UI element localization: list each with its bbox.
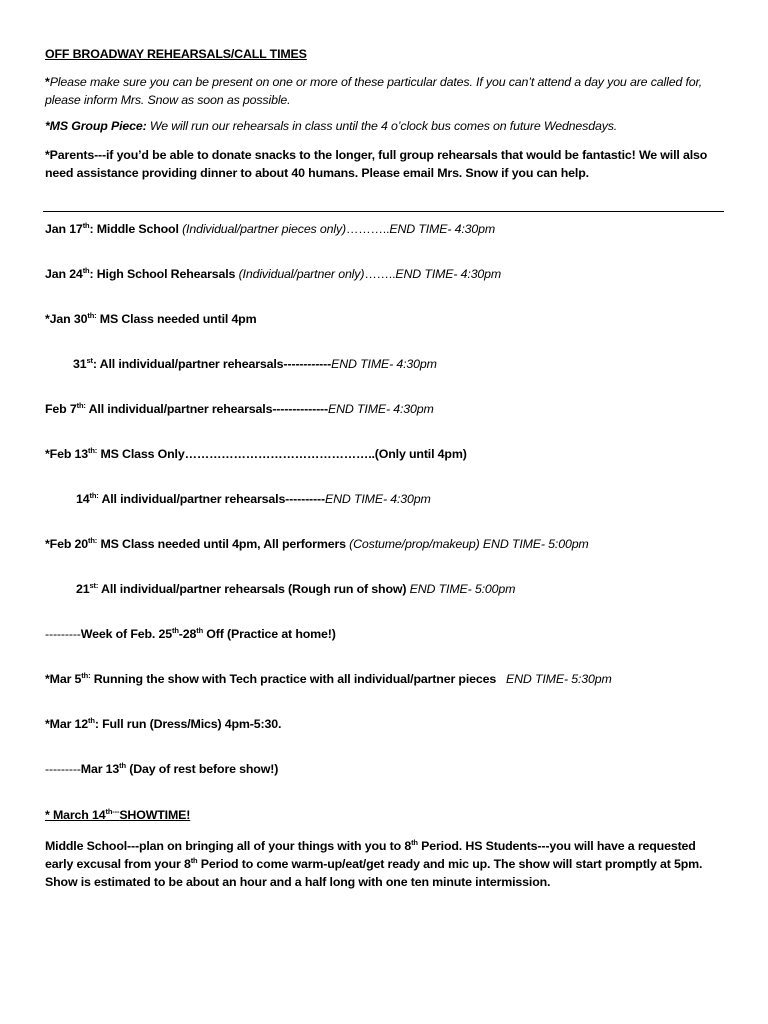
row-end-time: END TIME- 4:30pm [331, 357, 437, 371]
schedule-row [45, 402, 434, 416]
row-date: Jan 24 [45, 267, 83, 281]
row-text: All individual/partner rehearsals (Rough run of show) [98, 582, 410, 596]
row-sup: th [82, 266, 90, 275]
row-dashes: --------- [45, 627, 81, 641]
attendance-note [45, 73, 725, 109]
row-date: *Jan 30 [45, 312, 88, 326]
schedule-row [45, 312, 256, 326]
row-dots: ……….. [346, 222, 390, 236]
row-date: *Mar 12 [45, 717, 89, 731]
showtime-paragraph [45, 837, 725, 891]
row-end-time: END TIME- 4:30pm [328, 402, 434, 416]
showtime-text: Period to come warm-up/eat/get ready and mic up. The show will start promptly at 5pm. Show is estimated to be about an hour and a half long with one ten minute intermission. [45, 857, 703, 889]
row-note: (Individual/partner only) [238, 267, 365, 281]
row-end-time: END TIME- 5:30pm [505, 672, 612, 686]
row-date: Jan 17 [45, 222, 83, 236]
parents-note: *Parents---if you’d be able to donate snacks to the longer, full group rehearsals that would be fantastic! We will also need assistance providing dinner to about 40 humans. Please email Mrs. Snow if you can help. [45, 148, 708, 180]
row-date: 21 [76, 582, 90, 596]
row-sup: th: [87, 311, 97, 320]
showtime-text: Period. HS Students---you will have a requested early excusal from your 8 [45, 839, 696, 871]
schedule-row [45, 447, 467, 461]
showtime-date: * March 14 [45, 808, 106, 822]
ms-group-text: We will run our rehearsals in class until the 4 o’clock bus comes on future Wednesdays. [146, 119, 618, 133]
row-sup: th [119, 761, 126, 770]
schedule-row [73, 357, 437, 371]
showtime-sup: th--- [105, 807, 120, 816]
row-sup: th: [81, 671, 91, 680]
row-sup: th [88, 716, 95, 725]
row-sup: th: [88, 536, 98, 545]
row-end-time: END TIME- 5:00pm [482, 537, 589, 551]
showtime-sup: th [190, 856, 198, 865]
row-text: : Middle School [89, 222, 183, 236]
row-text: : Full run (Dress/Mics) 4pm-5:30. [94, 717, 282, 731]
row-sup: th [196, 626, 203, 635]
schedule-row [45, 672, 612, 686]
row-dashes: --------- [45, 762, 81, 776]
row-text: : High School Rehearsals [89, 267, 239, 281]
row-sup: st: [89, 581, 99, 590]
schedule-row [45, 222, 495, 236]
row-text: Off (Practice at home!) [203, 627, 336, 641]
row-text: MS Class needed until 4pm [96, 312, 257, 326]
page-title: OFF BROADWAY REHEARSALS/CALL TIMES [45, 47, 307, 61]
row-end-time: END TIME- 4:30pm [395, 267, 502, 281]
ms-group-note [45, 119, 617, 133]
showtime-label: SHOWTIME! [119, 808, 191, 822]
row-date: Week of Feb. 25 [80, 627, 172, 641]
row-text: All individual/partner rehearsals---------- [98, 492, 325, 506]
divider [43, 211, 724, 212]
row-date: Mar 13 [80, 762, 120, 776]
showtime-text: Middle School---plan on bringing all of your things with you to 8 [45, 839, 412, 853]
row-text: : All individual/partner rehearsals------------ [92, 357, 332, 371]
row-text: -28 [178, 627, 197, 641]
row-sup: th: [88, 446, 98, 455]
row-sup: st [86, 356, 93, 365]
row-end-time: END TIME- 4:30pm [324, 492, 431, 506]
showtime-heading [45, 808, 190, 822]
row-sup: th [82, 221, 90, 230]
row-date: Feb 7 [45, 402, 77, 416]
showtime-sup: th [411, 838, 418, 847]
row-text: MS Class needed until 4pm, All performers [97, 537, 350, 551]
row-text: Running the show with Tech practice with all individual/partner pieces [90, 672, 506, 686]
row-end-time: END TIME- 5:00pm [409, 582, 516, 596]
row-note: (Individual/partner pieces only) [182, 222, 347, 236]
row-date: *Feb 20 [45, 537, 89, 551]
schedule-row [76, 582, 515, 596]
schedule-row [45, 762, 278, 776]
schedule-row [45, 627, 336, 641]
row-text: All individual/partner rehearsals-------------- [85, 402, 328, 416]
ms-group-label: *MS Group Piece: [45, 119, 147, 133]
row-text: (Day of rest before show!) [125, 762, 279, 776]
schedule-row [76, 492, 431, 506]
note-star: * [45, 75, 50, 89]
row-sup: th [171, 626, 179, 635]
schedule-row [45, 717, 281, 731]
schedule-row [45, 537, 589, 551]
row-note: (Costume/prop/makeup) [349, 537, 480, 551]
row-date: *Feb 13 [45, 447, 89, 461]
schedule-row [45, 267, 501, 281]
row-sup: th: [89, 491, 99, 500]
row-dots: …….. [364, 267, 396, 281]
row-date: 31 [73, 357, 87, 371]
attendance-note-text: Please make sure you can be present on one or more of these particular dates. If you can’t attend a day you are called for, please inform Mrs. Snow as soon as possible. [45, 75, 703, 107]
row-date: 14 [76, 492, 90, 506]
row-date: *Mar 5 [45, 672, 82, 686]
row-sup: th: [76, 401, 86, 410]
row-text: MS Class Only………………………………………..(Only until 4pm) [97, 447, 467, 461]
row-end-time: END TIME- 4:30pm [389, 222, 496, 236]
